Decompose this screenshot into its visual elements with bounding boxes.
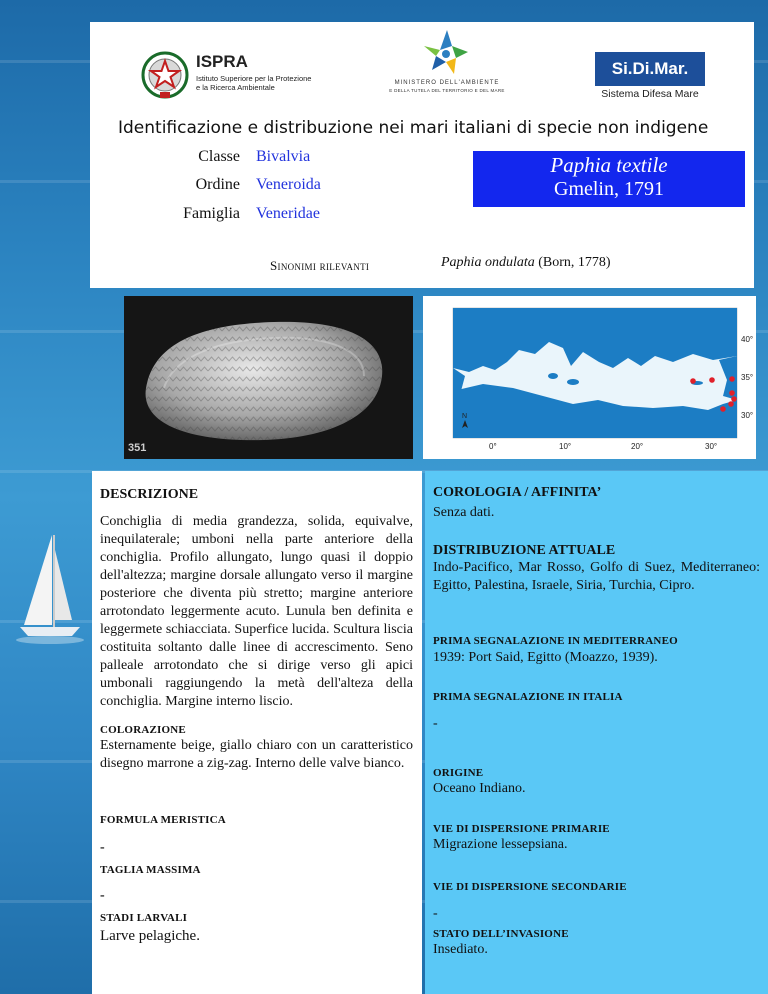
ordine-value: Veneroida xyxy=(256,176,321,193)
ordine-label: Ordine xyxy=(195,176,240,193)
stadi-title: STADI LARVALI xyxy=(100,912,188,924)
origine-value: Oceano Indiano. xyxy=(433,781,526,796)
prima-mediterraneo-title: PRIMA SEGNALAZIONE IN MEDITERRANEO xyxy=(433,635,678,647)
map-lat-label-40: 40° xyxy=(741,335,754,344)
header-card xyxy=(90,22,754,288)
map-lat-label-35: 35° xyxy=(741,373,754,382)
ministry-text: MINISTERO DELL'AMBIENTE E DELLA TUTELA DEL TERRITORIO E DEL MARE xyxy=(389,80,505,93)
right-panel xyxy=(425,471,768,994)
ispra-subtitle: Istituto Superiore per la Protezione e la Ricerca Ambientale xyxy=(196,74,312,92)
corologia-title: COROLOGIA / AFFINITA’ xyxy=(433,485,602,500)
distribution-map xyxy=(423,296,756,459)
map-north-label: N xyxy=(462,413,468,420)
distribuzione-value: Indo-Pacifico, Mar Rosso, Golfo di Suez, Mediterraneo: Egitto, Palestina, Israele, Siria, Turchia, Cipro. xyxy=(433,560,760,593)
species-box xyxy=(473,151,745,207)
species-name: Paphia textile xyxy=(550,153,668,177)
page-title: Identificazione e distribuzione nei mari italiani di specie non indigene xyxy=(118,118,709,138)
vie-primarie-title: VIE DI DISPERSIONE PRIMARIE xyxy=(433,823,610,835)
vie-secondarie-value: - xyxy=(433,906,438,921)
ministry-star-icon xyxy=(382,28,512,78)
colorazione-text: Esternamente beige, giallo chiaro con un caratteristico disegno marrone a zig-zag. Interno delle valve bianco. xyxy=(100,738,413,771)
taglia-title: TAGLIA MASSIMA xyxy=(100,864,201,876)
famiglia-label: Famiglia xyxy=(183,205,240,222)
map-lon-label-10: 10° xyxy=(559,442,572,451)
sidimar-logo-text: Si.Di.Mar. xyxy=(595,52,705,86)
map-lat-label-30: 30° xyxy=(741,411,754,420)
map-lon-label-0: 0° xyxy=(489,442,497,451)
formula-title: FORMULA MERISTICA xyxy=(100,814,226,826)
synonyms-value: Paphia ondulata (Born, 1778) xyxy=(441,255,611,270)
shell-image xyxy=(124,296,413,459)
corologia-value: Senza dati. xyxy=(433,505,495,520)
formula-value: - xyxy=(100,840,105,855)
sidimar-logo xyxy=(595,52,705,112)
stato-invasione-value: Insediato. xyxy=(433,942,488,957)
photo-number: 351 xyxy=(128,442,147,454)
classe-label: Classe xyxy=(198,148,240,165)
vie-secondarie-title: VIE DI DISPERSIONE SECONDARIE xyxy=(433,881,627,893)
vie-primarie-value: Migrazione lessepsiana. xyxy=(433,837,568,852)
colorazione-title: COLORAZIONE xyxy=(100,724,186,736)
sailboat-image xyxy=(10,530,90,650)
ispra-logo xyxy=(140,48,320,108)
italian-emblem-icon xyxy=(140,48,190,100)
ministry-logo xyxy=(382,28,512,108)
origine-title: ORIGINE xyxy=(433,767,484,779)
descrizione-text: Conchiglia di media grandezza, solida, equivalve, inequilaterale; umboni nella parte anteriore della conchiglia. Profilo allungato, lungo quasi il doppio dell'altezza; margine dorsale allungato verso il margine posteriore che diventa più stretto; margine anteriore arrotondato leggermente acuto. Lunula ben definita e leggermete schiacciata. Superfice lucida. Scultura liscia costituita soltanto dalle linee di accrescimento. Seno palleale arrotondato che si dirige verso gli apici umbonali raggiungendo la metà dell'alteza della conchiglia. Margine interno liscio. xyxy=(100,514,413,709)
prima-mediterraneo-value: 1939: Port Said, Egitto (Moazzo, 1939). xyxy=(433,650,658,665)
prima-italia-value: - xyxy=(433,716,438,731)
shell-photo xyxy=(124,296,413,459)
taglia-value: - xyxy=(100,888,105,903)
left-panel xyxy=(92,471,422,994)
distribuzione-title: DISTRIBUZIONE ATTUALE xyxy=(433,543,616,558)
descrizione-title: DESCRIZIONE xyxy=(100,487,199,502)
map-lon-label-20: 20° xyxy=(631,442,644,451)
mediterranean-map-image xyxy=(423,296,756,459)
famiglia-value: Veneridae xyxy=(256,205,320,222)
species-author: Gmelin, 1791 xyxy=(554,178,664,200)
sidimar-subtitle: Sistema Difesa Mare xyxy=(601,88,699,100)
map-lon-label-30: 30° xyxy=(705,442,718,451)
stato-invasione-title: STATO DELL’INVASIONE xyxy=(433,928,569,940)
stadi-value: Larve pelagiche. xyxy=(100,928,200,944)
prima-italia-title: PRIMA SEGNALAZIONE IN ITALIA xyxy=(433,691,623,703)
synonyms-label: Sinonimi rilevanti xyxy=(270,258,370,273)
classe-value: Bivalvia xyxy=(256,148,311,165)
ispra-title: ISPRA xyxy=(196,52,248,71)
